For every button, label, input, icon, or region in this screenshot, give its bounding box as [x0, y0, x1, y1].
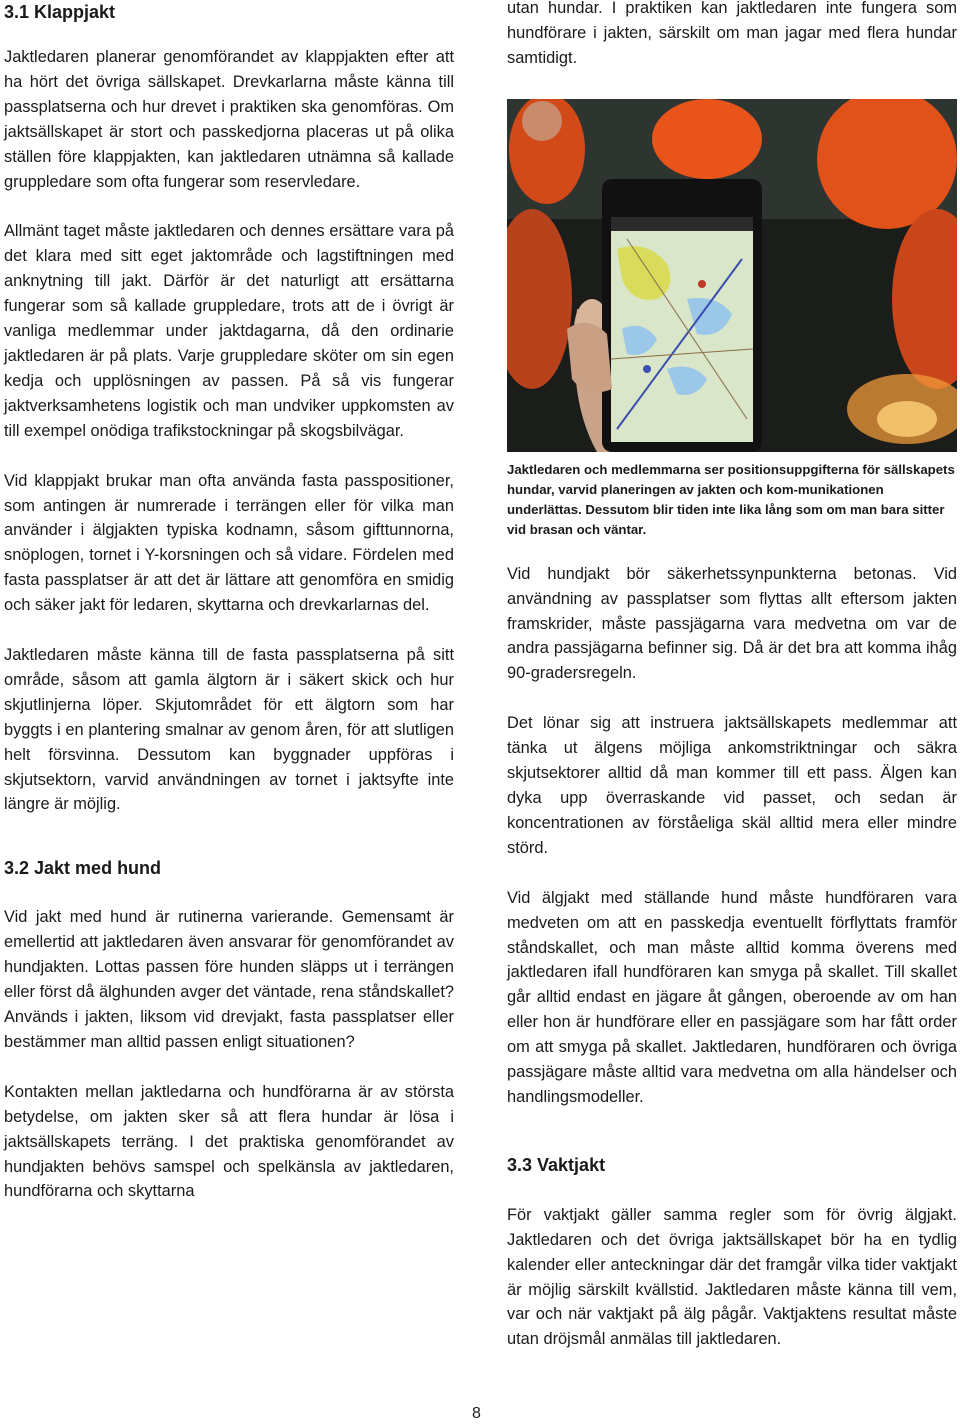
paragraph: utan hundar. I praktiken kan jaktledaren inte fungera som hundförare i jakten, särskilt om man jagar med flera hundar samtidigt.	[507, 0, 957, 67]
paragraph: Vid klappjakt brukar man ofta använda fasta passpositioner, som antingen är numrerade i terrängen eller för vilka man använder i älgjakten typiska kodnamn, såsom gifttunnorna, snöplogen, tornet i Y-korsningen och så vidare. Fördelen med fasta passplatser är att det är lättare att genomföra en smidig och säker jakt för ledaren, skyttarna och drevkarlarnas del.	[4, 471, 454, 615]
paragraph: Jaktledaren måste känna till de fasta passplatserna på sitt område, såsom att gamla älgtorn är i säkert skick och hur skjutlinjerna löper. Skjutområdet för ett älgtorn som har byggts i en plantering smalnar av genom åren, för att slutligen helt försvinna. Dessutom kan byggnader uppföras i skjutsektorn, varvid användningen av tornet i jaktsyfte inte längre är möjlig.	[4, 646, 454, 814]
photo-illustration	[507, 99, 957, 452]
paragraph: Jaktledaren planerar genomförandet av klappjakten efter att ha hört det övriga sällskapet. Drevkarlarna måste känna till passplatserna och hur drevet i praktiken ska genomföras. Om jaktsällskapet är stort och passkedjorna placeras ut på olika ställen före klappjakten, kan jaktledaren utnämna så kallade gruppledare som ofta fungerar som reservledare.	[4, 48, 454, 191]
paragraph: Vid älgjakt med ställande hund måste hundföraren vara medveten om att en passkedja eventuellt förflyttats framför ståndskallet, och man måste alltid komma överens med jaktledaren ifall hundföraren kan smyga på skallet. Till skallet går alltid endast en jägare åt gången, oberoende av om han eller hon är hundförare eller en passjägare som har fått order om att smyga på skallet. Jaktledaren, hundföraren och övriga passjägare måste alltid vara medvetna om alla händelser och handlingsmodeller.	[507, 888, 957, 1106]
page-number: 8	[472, 1405, 481, 1422]
paragraph: För vaktjakt gäller samma regler som för övrig älgjakt. Jaktledaren och det övriga jaktsällskapet bör ha en tydlig kalender eller anteckningar där det framgår vilka tider vaktjakt är möjlig särskilt kvällstid. Jaktledaren måste känna till vem, var och när vaktjakt på älg pågår. Vaktjaktens resultat måste utan dröjsmål anmälas till jaktledaren.	[507, 1205, 957, 1349]
photo-caption: Jaktledaren och medlemmarna ser positionsuppgifterna för sällskapets hundar, varvid planeringen av jakten och kom-munikationen underlättas. Dessutom blir tiden inte lika lång som om man bara sitter vid brasan och väntar.	[507, 461, 955, 537]
paragraph: Vid jakt med hund är rutinerna varierande. Gemensamt är emellertid att jaktledaren även ansvarar för genomförandet av hundjakten. Lottas passen före hunden släpps ut i terrängen eller först då älghunden avger det väntade, rena ståndskallet? Används i jakten, liksom vid drevjakt, fasta passplatser eller bestämmer man alltid passen enligt situationen?	[4, 908, 454, 1051]
paragraph: Vid hundjakt bör säkerhetssynpunkterna betonas. Vid användning av passplatser som flyttas allt eftersom jakten framskrider, måste passjägarna vara medvetna om var de andra passjägarna befinner sig. Då är det bra att komma ihåg 90-gradersregeln.	[507, 564, 957, 683]
hunting-gps-photo	[507, 99, 957, 452]
paragraph: Kontakten mellan jaktledarna och hundförarna är av största betydelse, om jakten sker så att flera hundar är lösa i jaktsällskapets terräng. I det praktiska genomförandet av hundjakten behövs samspel och spelkänsla av jaktledaren, hundförarna och skyttarna	[4, 1082, 454, 1201]
paragraph: Det lönar sig att instruera jaktsällskapets medlemmar att tänka ut älgens möjliga ankomstriktningar och säkra skjutsektorer alltid då man kommer till ett pass. Älgen kan dyka upp överraskande vid passet, och sedan är koncentrationen av förståeliga skäl alltid mera eller mindre störd.	[507, 714, 957, 857]
paragraph: Allmänt taget måste jaktledaren och dennes ersättare vara på det klara med sitt eget jaktområde och lagstiftningen med anknytning till jakt. Därför är det naturligt att ersättarna fungerar som så kallade gruppledare, trots att de i övrigt är vanliga medlemmar under jaktdagarna, då den ordinarie jaktledaren är på plats. Varje gruppledare sköter om sin egen kedja och upplösningen av passen. På så vis fungerar jaktverksamhetens logistik och man undviker uppkomsten av till exempel onödiga trafikstockningar på skogsbilvägar.	[4, 222, 454, 440]
right-column	[507, 0, 957, 1352]
section-heading-klappjakt: 3.1 Klappjakt	[4, 2, 116, 22]
section-heading-jakt-med-hund: 3.2 Jakt med hund	[4, 858, 162, 879]
left-column	[4, 0, 454, 1204]
section-heading-vaktjakt: 3.3 Vaktjakt	[507, 1154, 606, 1175]
